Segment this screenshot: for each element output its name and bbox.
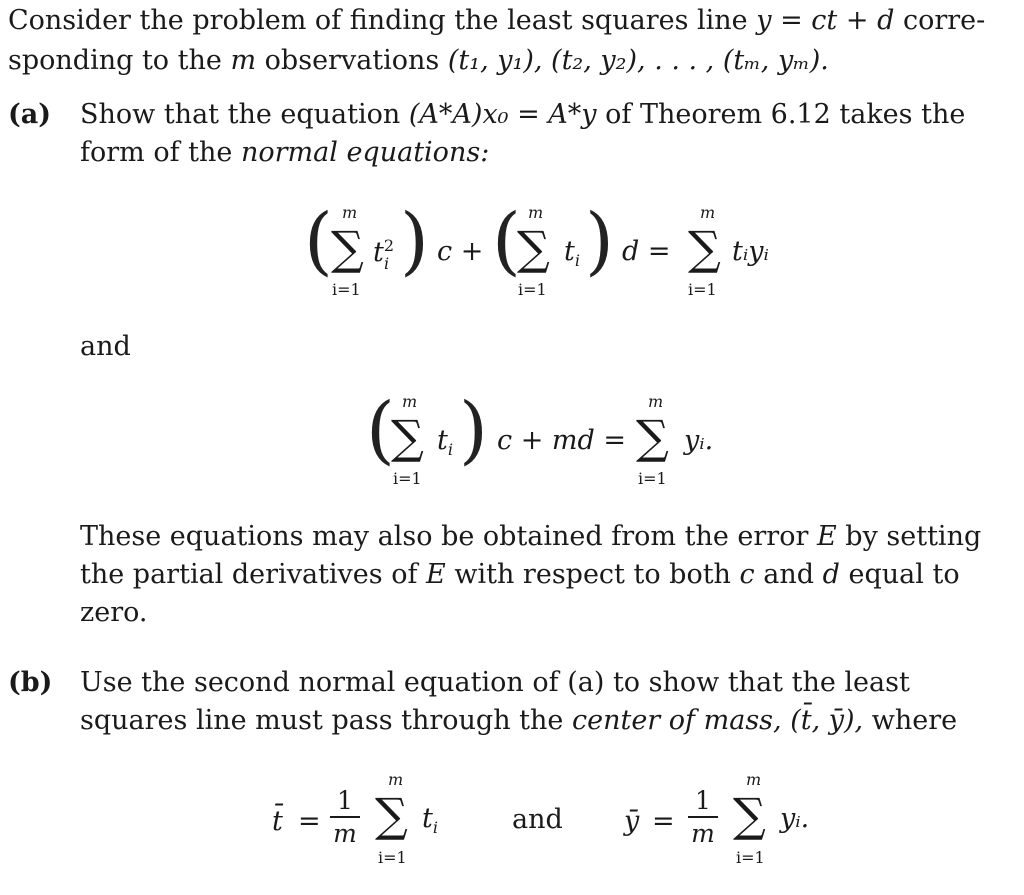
d-variable: d bbox=[822, 559, 840, 590]
sum-lower-limit: i=1 bbox=[736, 848, 765, 867]
sum-upper-limit: m bbox=[700, 203, 716, 222]
t-squared-term: $t^2$ bbox=[373, 236, 395, 268]
summation-icon: ∑ bbox=[375, 788, 408, 842]
y-term: yᵢ. bbox=[780, 803, 810, 834]
part-a-line-2 bbox=[80, 136, 489, 170]
equals-sign: = bbox=[298, 806, 321, 837]
intro-text: sponding to the bbox=[8, 45, 222, 76]
part-a-text: form of the bbox=[80, 137, 233, 168]
sum-lower-limit: i=1 bbox=[638, 469, 667, 488]
mid-text: c + md = bbox=[497, 425, 627, 456]
intro-text: Consider the problem of finding the least squares line bbox=[8, 5, 748, 36]
part-a-line-1 bbox=[80, 98, 965, 132]
summation-icon: ∑ bbox=[331, 221, 364, 275]
sum-upper-limit: m bbox=[648, 392, 664, 411]
sum-upper-limit: m bbox=[342, 203, 358, 222]
summation-icon: ∑ bbox=[517, 221, 550, 275]
sum-lower-limit: i=1 bbox=[332, 280, 361, 299]
t-squared-subscript: i bbox=[384, 254, 390, 273]
part-b-line-2: squares line must pass through the center of mass, (t̄, ȳ), where bbox=[80, 705, 958, 736]
paragraph-line-3: zero. bbox=[80, 597, 148, 628]
part-a-text: of Theorem 6.12 takes the bbox=[605, 99, 966, 130]
intro-line-1 bbox=[8, 4, 985, 38]
rhs-term: yᵢ. bbox=[684, 425, 714, 456]
sum-upper-limit: m bbox=[746, 770, 762, 789]
intro-text: observations bbox=[264, 45, 440, 76]
center-point: (t̄, ȳ), bbox=[790, 705, 864, 736]
right-paren: ) bbox=[585, 198, 614, 284]
sum-lower-limit: i=1 bbox=[518, 280, 547, 299]
center-of-mass-term: center of mass, bbox=[571, 705, 782, 736]
part-b-label: (b) bbox=[8, 667, 53, 698]
y-bar: ȳ bbox=[624, 806, 640, 837]
line-formula: y = ct + d bbox=[756, 5, 895, 36]
c-variable: c bbox=[739, 559, 755, 590]
equals-sign: = bbox=[652, 806, 675, 837]
summation-icon: ∑ bbox=[391, 410, 424, 464]
t-term: $t_i$ bbox=[422, 803, 438, 837]
sum-lower-limit: i=1 bbox=[688, 280, 717, 299]
left-paren: ( bbox=[304, 198, 333, 284]
intro-line-2 bbox=[8, 44, 829, 78]
observation-points: (t₁, y₁), (t₂, y₂), . . . , (tₘ, yₘ). bbox=[447, 45, 829, 76]
and-text: and bbox=[80, 331, 131, 362]
rhs-term: tᵢyᵢ bbox=[732, 236, 769, 267]
sum-upper-limit: m bbox=[402, 392, 418, 411]
t-term: $t_i$ bbox=[437, 425, 453, 459]
E-variable: E bbox=[426, 559, 446, 590]
t-term: $t_i$ bbox=[564, 236, 580, 270]
summation-icon: ∑ bbox=[733, 788, 766, 842]
E-variable: E bbox=[816, 521, 837, 552]
paragraph-line-2: the partial derivatives of E with respect to both c and d equal to bbox=[80, 559, 960, 590]
part-a-label: (a) bbox=[8, 99, 52, 130]
m-variable: m bbox=[230, 45, 257, 76]
t-bar: t̄ bbox=[272, 806, 283, 837]
part-a-text: Show that the equation bbox=[80, 99, 401, 130]
theorem-equation: (A*A)x₀ = A*y bbox=[408, 99, 597, 130]
left-paren: ( bbox=[366, 387, 395, 473]
right-paren: ) bbox=[459, 387, 488, 473]
right-paren: ) bbox=[400, 198, 429, 284]
left-paren: ( bbox=[492, 198, 521, 284]
fraction: $\frac{1}{m}$ bbox=[330, 786, 360, 850]
normal-equations-term: normal equations: bbox=[240, 137, 490, 168]
fraction: $\frac{1}{m}$ bbox=[688, 786, 718, 850]
paragraph-line-1: These equations may also be obtained from the error E by setting bbox=[80, 521, 982, 552]
summation-icon: ∑ bbox=[636, 410, 669, 464]
intro-text: corre- bbox=[902, 5, 986, 36]
sum-upper-limit: m bbox=[528, 203, 544, 222]
and-text: and bbox=[512, 804, 563, 835]
mid-text: d = bbox=[622, 236, 671, 267]
mid-text: c + bbox=[437, 236, 484, 267]
summation-icon: ∑ bbox=[688, 221, 721, 275]
sum-lower-limit: i=1 bbox=[378, 848, 407, 867]
sum-lower-limit: i=1 bbox=[393, 469, 422, 488]
part-b-line-1: Use the second normal equation of (a) to show that the least bbox=[80, 667, 910, 698]
sum-upper-limit: m bbox=[388, 770, 404, 789]
